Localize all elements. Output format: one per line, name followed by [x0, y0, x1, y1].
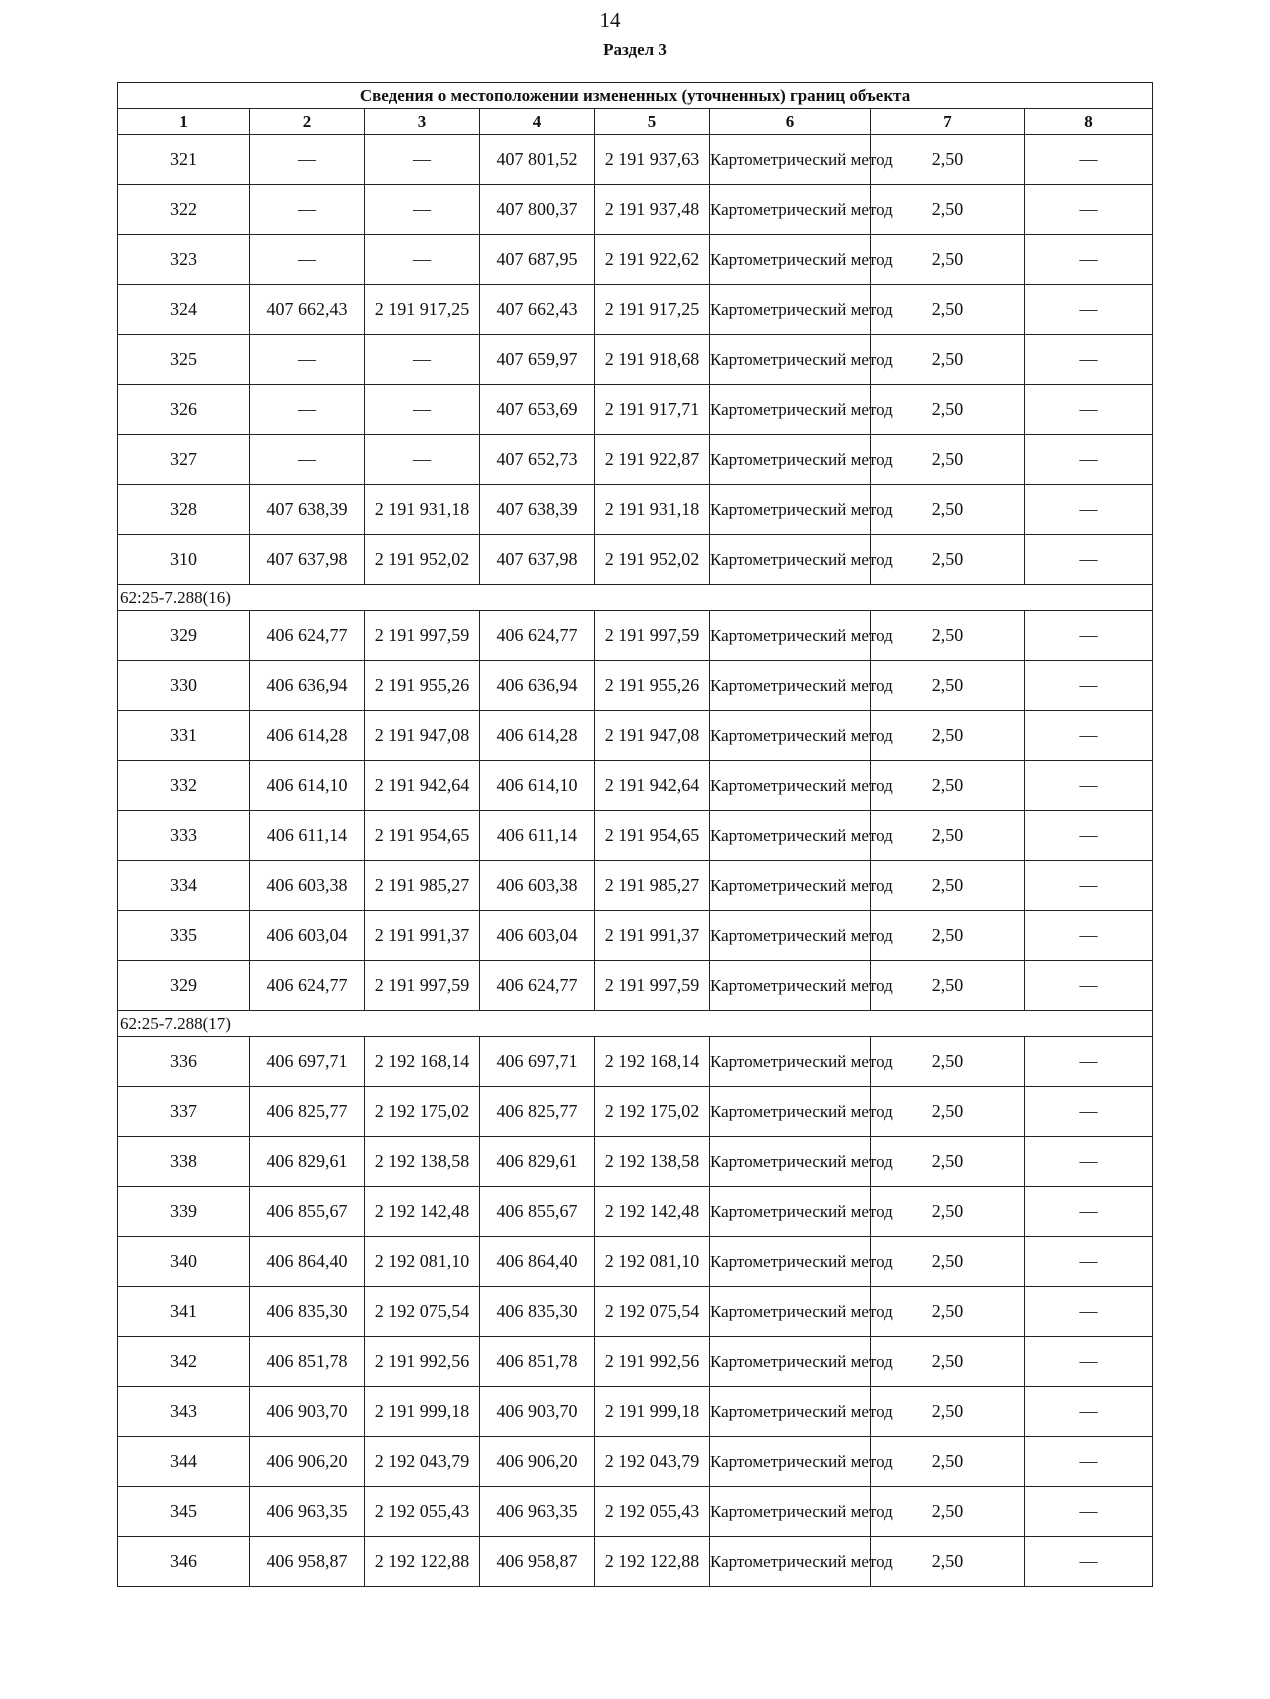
table-cell: 322	[118, 185, 250, 235]
table-cell: —	[1025, 535, 1153, 585]
table-cell: 2 192 055,43	[595, 1487, 710, 1537]
table-cell: 2 191 952,02	[365, 535, 480, 585]
table-row	[118, 1337, 1153, 1387]
table-cell: —	[1025, 185, 1153, 235]
table-cell: —	[250, 185, 365, 235]
table-cell: —	[1025, 435, 1153, 485]
table-cell: 341	[118, 1287, 250, 1337]
section-title: Раздел 3	[603, 40, 667, 59]
table-cell: 2,50	[871, 1087, 1025, 1137]
table-cell: —	[365, 385, 480, 435]
table-cell: Картометрический метод	[710, 1187, 871, 1237]
table-cell: 2 191 991,37	[595, 911, 710, 961]
table-cell: 2,50	[871, 435, 1025, 485]
table-row	[118, 961, 1153, 1011]
table-cell: Картометрический метод	[710, 911, 871, 961]
table-cell: 2,50	[871, 1537, 1025, 1587]
table-cell: —	[1025, 485, 1153, 535]
table-cell: —	[1025, 1037, 1153, 1087]
table-cell: 2 191 931,18	[595, 485, 710, 535]
table-row	[118, 435, 1153, 485]
table-cell: —	[1025, 1137, 1153, 1187]
table-cell: 406 624,77	[250, 611, 365, 661]
table-cell: —	[1025, 1537, 1153, 1587]
table-cell: —	[1025, 811, 1153, 861]
table-cell: Картометрический метод	[710, 1487, 871, 1537]
table-cell: 406 697,71	[480, 1037, 595, 1087]
table-cell: 2 192 175,02	[595, 1087, 710, 1137]
table-body	[118, 135, 1153, 1587]
table-cell: 406 906,20	[480, 1437, 595, 1487]
table-row	[118, 1287, 1153, 1337]
table-cell: 2,50	[871, 961, 1025, 1011]
table-row	[118, 1537, 1153, 1587]
table-cell: 406 829,61	[480, 1137, 595, 1187]
table-cell: Картометрический метод	[710, 135, 871, 185]
table-cell: 406 636,94	[480, 661, 595, 711]
table-cell: 329	[118, 611, 250, 661]
column-header: 5	[595, 109, 710, 135]
table-row	[118, 485, 1153, 535]
table-cell: 2,50	[871, 1487, 1025, 1537]
table-cell: —	[365, 135, 480, 185]
table-cell: 2,50	[871, 535, 1025, 585]
table-cell: —	[1025, 235, 1153, 285]
table-cell: 2 191 992,56	[365, 1337, 480, 1387]
table-cell: 328	[118, 485, 250, 535]
table-cell: 2 192 142,48	[365, 1187, 480, 1237]
table-cell: 337	[118, 1087, 250, 1137]
table-cell: 406 611,14	[250, 811, 365, 861]
table-cell: Картометрический метод	[710, 1387, 871, 1437]
table-cell: 2 192 081,10	[365, 1237, 480, 1287]
table-cell: —	[1025, 1287, 1153, 1337]
table-cell: 2,50	[871, 1187, 1025, 1237]
table-cell: 406 636,94	[250, 661, 365, 711]
table-cell: 407 801,52	[480, 135, 595, 185]
table-cell: —	[1025, 1487, 1153, 1537]
table-cell: 406 963,35	[250, 1487, 365, 1537]
table-cell: 406 603,04	[250, 911, 365, 961]
table-cell: —	[1025, 611, 1153, 661]
table-row	[118, 1087, 1153, 1137]
table-cell: 2 191 999,18	[595, 1387, 710, 1437]
table-cell: Картометрический метод	[710, 961, 871, 1011]
table-cell: 406 906,20	[250, 1437, 365, 1487]
table-cell: Картометрический метод	[710, 1537, 871, 1587]
table-cell: —	[365, 435, 480, 485]
table-row	[118, 535, 1153, 585]
table-cell: 406 614,10	[250, 761, 365, 811]
table-cell: 2 192 168,14	[595, 1037, 710, 1087]
table-cell: Картометрический метод	[710, 1437, 871, 1487]
table-cell: —	[250, 385, 365, 435]
table-cell: 406 903,70	[250, 1387, 365, 1437]
table-cell: 407 653,69	[480, 385, 595, 435]
table-cell: 407 637,98	[250, 535, 365, 585]
table-cell: —	[1025, 661, 1153, 711]
table-cell: 2,50	[871, 285, 1025, 335]
table-cell: 406 958,87	[480, 1537, 595, 1587]
table-cell: 2 192 122,88	[595, 1537, 710, 1587]
table-row	[118, 185, 1153, 235]
table-cell: 2,50	[871, 1437, 1025, 1487]
table-cell: 333	[118, 811, 250, 861]
table-cell: 2,50	[871, 235, 1025, 285]
table-cell: 334	[118, 861, 250, 911]
table-cell: —	[250, 135, 365, 185]
table-cell: —	[1025, 961, 1153, 1011]
table-row	[118, 1437, 1153, 1487]
table-cell: Картометрический метод	[710, 535, 871, 585]
table-cell: 2 191 952,02	[595, 535, 710, 585]
group-label: 62:25-7.288(16)	[118, 585, 1153, 611]
table-cell: 325	[118, 335, 250, 385]
table-cell: 406 825,77	[480, 1087, 595, 1137]
table-cell: 343	[118, 1387, 250, 1437]
table-cell: 338	[118, 1137, 250, 1187]
table-row	[118, 1487, 1153, 1537]
table-cell: 2 191 917,25	[365, 285, 480, 335]
table-cell: 407 638,39	[250, 485, 365, 535]
table-cell: 406 835,30	[250, 1287, 365, 1337]
table-cell: 2 192 138,58	[365, 1137, 480, 1187]
table-cell: Картометрический метод	[710, 285, 871, 335]
table-row	[118, 761, 1153, 811]
table-cell: 2,50	[871, 385, 1025, 435]
table-cell: 2 191 922,62	[595, 235, 710, 285]
table-cell: 406 864,40	[250, 1237, 365, 1287]
table-cell: 407 638,39	[480, 485, 595, 535]
table-cell: 2 191 997,59	[595, 611, 710, 661]
table-row	[118, 285, 1153, 335]
table-row	[118, 235, 1153, 285]
table-cell: 406 611,14	[480, 811, 595, 861]
table-row	[118, 1237, 1153, 1287]
table-row	[118, 1137, 1153, 1187]
table-cell: 406 624,77	[250, 961, 365, 1011]
table-cell: 2,50	[871, 1337, 1025, 1387]
table-cell: 2 192 081,10	[595, 1237, 710, 1287]
table-cell: 323	[118, 235, 250, 285]
column-header: 4	[480, 109, 595, 135]
table-cell: Картометрический метод	[710, 385, 871, 435]
table-cell: 406 855,67	[250, 1187, 365, 1237]
table-cell: 406 963,35	[480, 1487, 595, 1537]
table-cell: Картометрический метод	[710, 185, 871, 235]
column-header: 1	[118, 109, 250, 135]
table-row	[118, 135, 1153, 185]
table-cell: Картометрический метод	[710, 335, 871, 385]
table-cell: 2 191 918,68	[595, 335, 710, 385]
table-cell: 407 637,98	[480, 535, 595, 585]
table-cell: 2,50	[871, 661, 1025, 711]
table-cell: —	[250, 335, 365, 385]
table-cell: 2 191 955,26	[365, 661, 480, 711]
table-cell: Картометрический метод	[710, 711, 871, 761]
table-cell: Картометрический метод	[710, 485, 871, 535]
table-cell: 2,50	[871, 185, 1025, 235]
table-cell: 406 614,28	[250, 711, 365, 761]
column-header-row	[118, 109, 1153, 135]
table-cell: —	[1025, 1437, 1153, 1487]
table-cell: —	[365, 185, 480, 235]
table-cell: 2,50	[871, 1287, 1025, 1337]
table-cell: —	[250, 235, 365, 285]
group-row	[118, 1011, 1153, 1037]
table-cell: 2 191 917,25	[595, 285, 710, 335]
table-cell: 326	[118, 385, 250, 435]
table-cell: —	[250, 435, 365, 485]
table-cell: 2 192 055,43	[365, 1487, 480, 1537]
table-cell: Картометрический метод	[710, 661, 871, 711]
table-cell: —	[1025, 1237, 1153, 1287]
table-cell: —	[1025, 1187, 1153, 1237]
table-cell: 2 191 955,26	[595, 661, 710, 711]
table-cell: Картометрический метод	[710, 1337, 871, 1387]
table-cell: 2,50	[871, 761, 1025, 811]
table-cell: 339	[118, 1187, 250, 1237]
table-cell: Картометрический метод	[710, 611, 871, 661]
table-cell: 2 191 991,37	[365, 911, 480, 961]
table-cell: 2 191 942,64	[595, 761, 710, 811]
table-cell: 407 652,73	[480, 435, 595, 485]
table-cell: 2 192 122,88	[365, 1537, 480, 1587]
table-cell: 2,50	[871, 811, 1025, 861]
table-cell: 406 614,10	[480, 761, 595, 811]
table-cell: 2 192 075,54	[595, 1287, 710, 1337]
table-cell: 340	[118, 1237, 250, 1287]
table-cell: 344	[118, 1437, 250, 1487]
table-cell: Картометрический метод	[710, 1087, 871, 1137]
table-cell: 2 191 947,08	[595, 711, 710, 761]
table-cell: 2 191 985,27	[595, 861, 710, 911]
table-cell: 406 851,78	[250, 1337, 365, 1387]
table-cell: Картометрический метод	[710, 1287, 871, 1337]
table-cell: —	[1025, 711, 1153, 761]
table-cell: 2 191 985,27	[365, 861, 480, 911]
table-cell: Картометрический метод	[710, 761, 871, 811]
table-cell: Картометрический метод	[710, 861, 871, 911]
column-header: 2	[250, 109, 365, 135]
table-row	[118, 861, 1153, 911]
table-cell: 2 192 075,54	[365, 1287, 480, 1337]
table-cell: 310	[118, 535, 250, 585]
table-cell: 406 603,38	[480, 861, 595, 911]
column-header: 8	[1025, 109, 1153, 135]
table-cell: 2 191 917,71	[595, 385, 710, 435]
table-cell: 2 191 931,18	[365, 485, 480, 535]
table-cell: 406 624,77	[480, 611, 595, 661]
table-cell: 2 191 922,87	[595, 435, 710, 485]
table-cell: 327	[118, 435, 250, 485]
table-cell: 2 192 138,58	[595, 1137, 710, 1187]
table-cell: 2,50	[871, 1387, 1025, 1437]
table-cell: 2,50	[871, 1137, 1025, 1187]
table-cell: 407 800,37	[480, 185, 595, 235]
table-row	[118, 1387, 1153, 1437]
table-cell: —	[1025, 135, 1153, 185]
table-cell: 407 662,43	[250, 285, 365, 335]
table-cell: 2,50	[871, 135, 1025, 185]
table-row	[118, 811, 1153, 861]
table-cell: 2 192 142,48	[595, 1187, 710, 1237]
table-cell: 2,50	[871, 711, 1025, 761]
table-cell: 342	[118, 1337, 250, 1387]
column-header: 3	[365, 109, 480, 135]
table-cell: 335	[118, 911, 250, 961]
table-cell: Картометрический метод	[710, 1237, 871, 1287]
table-row	[118, 385, 1153, 435]
table-cell: 2 191 954,65	[595, 811, 710, 861]
table-cell: 2,50	[871, 1037, 1025, 1087]
table-cell: 2 191 954,65	[365, 811, 480, 861]
table-cell: Картометрический метод	[710, 235, 871, 285]
table-row	[118, 661, 1153, 711]
coordinates-table	[117, 82, 1153, 1587]
table-cell: —	[1025, 1387, 1153, 1437]
table-cell: 2,50	[871, 1237, 1025, 1287]
table-cell: 406 958,87	[250, 1537, 365, 1587]
table-cell: 332	[118, 761, 250, 811]
table-cell: 329	[118, 961, 250, 1011]
table-cell: 2,50	[871, 485, 1025, 535]
table-cell: 2 191 937,48	[595, 185, 710, 235]
table-cell: —	[365, 335, 480, 385]
table-cell: 406 829,61	[250, 1137, 365, 1187]
table-cell: Картометрический метод	[710, 1037, 871, 1087]
table-cell: 2 191 997,59	[365, 961, 480, 1011]
table-cell: 321	[118, 135, 250, 185]
table-cell: 2 191 947,08	[365, 711, 480, 761]
table-cell: 2 191 937,63	[595, 135, 710, 185]
table-cell: 406 697,71	[250, 1037, 365, 1087]
table-row	[118, 1187, 1153, 1237]
table-cell: 2 191 997,59	[595, 961, 710, 1011]
table-cell: 336	[118, 1037, 250, 1087]
table-cell: 406 855,67	[480, 1187, 595, 1237]
table-cell: 2 191 942,64	[365, 761, 480, 811]
table-cell: 324	[118, 285, 250, 335]
table-cell: 2,50	[871, 335, 1025, 385]
table-cell: 2 191 997,59	[365, 611, 480, 661]
table-cell: 407 687,95	[480, 235, 595, 285]
table-row	[118, 911, 1153, 961]
table-cell: —	[1025, 1087, 1153, 1137]
table-cell: —	[1025, 1337, 1153, 1387]
table-cell: 2 191 999,18	[365, 1387, 480, 1437]
table-cell: 345	[118, 1487, 250, 1537]
table-cell: 407 659,97	[480, 335, 595, 385]
table-cell: —	[1025, 285, 1153, 335]
table-cell: 406 603,38	[250, 861, 365, 911]
table-cell: Картометрический метод	[710, 811, 871, 861]
table-cell: —	[365, 235, 480, 285]
table-caption: Сведения о местоположении измененных (уточненных) границ объекта	[118, 83, 1153, 109]
group-row	[118, 585, 1153, 611]
table-cell: —	[1025, 861, 1153, 911]
table-cell: 2 192 043,79	[365, 1437, 480, 1487]
table-row	[118, 335, 1153, 385]
column-header: 7	[871, 109, 1025, 135]
table-cell: 406 903,70	[480, 1387, 595, 1437]
column-header: 6	[710, 109, 871, 135]
table-cell: Картометрический метод	[710, 1137, 871, 1187]
table-cell: 2 191 992,56	[595, 1337, 710, 1387]
table-cell: 406 603,04	[480, 911, 595, 961]
table-cell: —	[1025, 761, 1153, 811]
group-label: 62:25-7.288(17)	[118, 1011, 1153, 1037]
table-row	[118, 711, 1153, 761]
table-cell: —	[1025, 385, 1153, 435]
table-row	[118, 1037, 1153, 1087]
table-cell: 2,50	[871, 911, 1025, 961]
table-cell: 406 864,40	[480, 1237, 595, 1287]
table-cell: —	[1025, 911, 1153, 961]
table-cell: 346	[118, 1537, 250, 1587]
page-number: 14	[599, 8, 621, 32]
table-cell: —	[1025, 335, 1153, 385]
table-cell: 2 192 175,02	[365, 1087, 480, 1137]
table-cell: 406 614,28	[480, 711, 595, 761]
table-cell: 406 835,30	[480, 1287, 595, 1337]
table-cell: Картометрический метод	[710, 435, 871, 485]
table-cell: 2,50	[871, 611, 1025, 661]
table-cell: 406 825,77	[250, 1087, 365, 1137]
table-cell: 407 662,43	[480, 285, 595, 335]
table-cell: 2,50	[871, 861, 1025, 911]
table-cell: 2 192 043,79	[595, 1437, 710, 1487]
table-cell: 2 192 168,14	[365, 1037, 480, 1087]
table-row	[118, 611, 1153, 661]
table-cell: 331	[118, 711, 250, 761]
table-cell: 330	[118, 661, 250, 711]
table-cell: 406 851,78	[480, 1337, 595, 1387]
table-cell: 406 624,77	[480, 961, 595, 1011]
